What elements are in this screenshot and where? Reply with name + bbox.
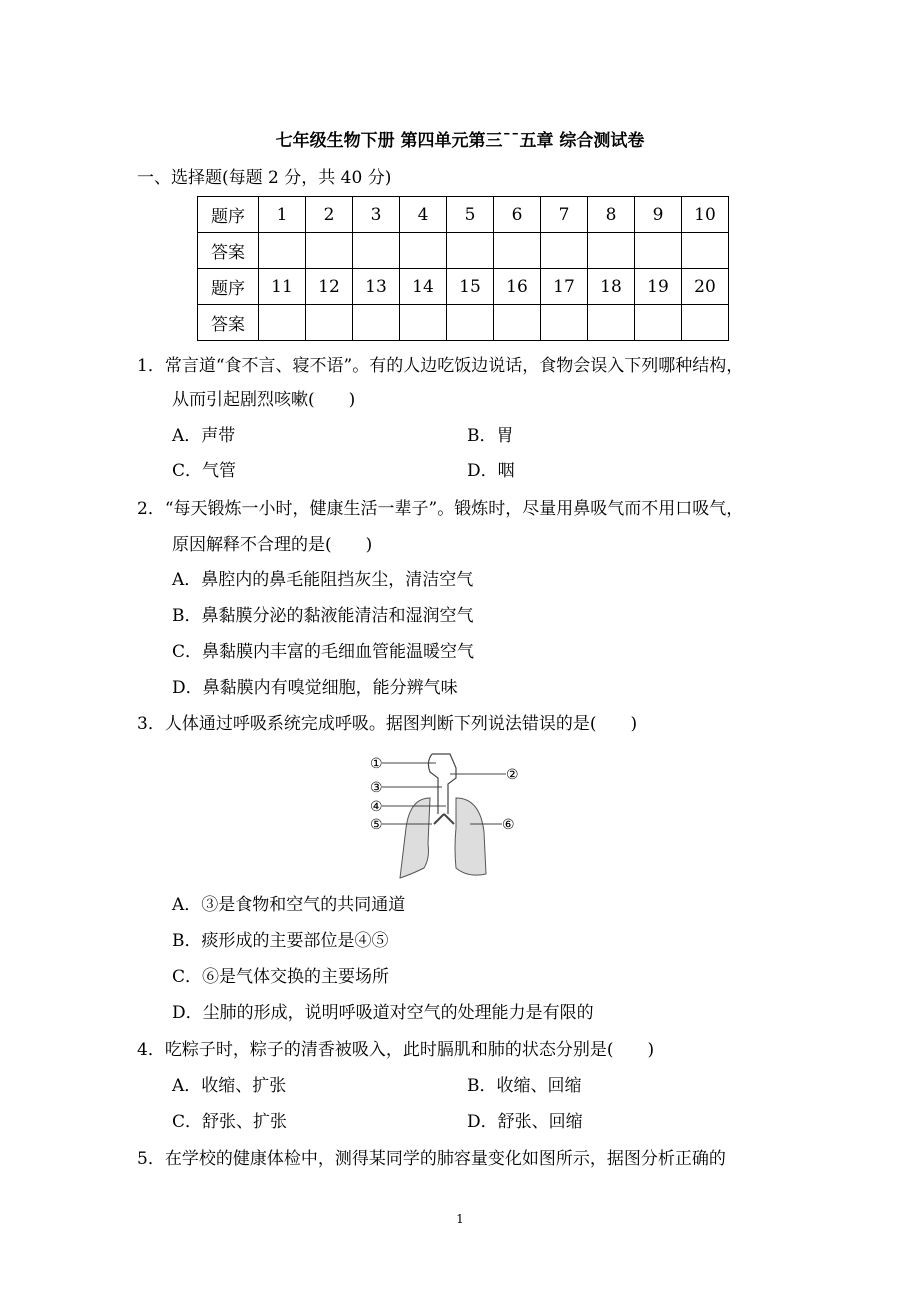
q4-stem: 4．吃粽子时，粽子的清香被吸入，此时膈肌和肺的状态分别是( )	[137, 1040, 655, 1060]
row-label: 题序	[198, 269, 259, 305]
q4-option-b: B．收缩、回缩	[467, 1076, 582, 1096]
table-cell	[682, 233, 729, 269]
table-cell: 5	[447, 197, 494, 233]
q2-stem: 2．“每天锻炼一小时，健康生活一辈子”。锻炼时，尽量用鼻吸气而不用口吸气，	[137, 499, 744, 519]
table-cell	[635, 305, 682, 341]
page-number: 1	[456, 1212, 464, 1226]
table-cell: 19	[635, 269, 682, 305]
fig-label-1: ①	[370, 756, 383, 772]
page-title: 七年级生物下册 第四单元第三¯¯五章 综合测试卷	[275, 131, 645, 151]
table-cell: 10	[682, 197, 729, 233]
fig-label-6: ⑥	[502, 817, 515, 833]
q3-option-d: D．尘肺的形成，说明呼吸道对空气的处理能力是有限的	[172, 1003, 594, 1023]
fig-label-4: ④	[370, 799, 383, 815]
table-cell: 20	[682, 269, 729, 305]
table-cell: 17	[541, 269, 588, 305]
table-cell	[447, 233, 494, 269]
q1-stem-2: 从而引起剧烈咳嗽( )	[172, 390, 356, 410]
fig-label-3: ③	[370, 780, 383, 796]
table-cell: 12	[306, 269, 353, 305]
q3-stem: 3．人体通过呼吸系统完成呼吸。据图判断下列说法错误的是( )	[137, 714, 638, 734]
table-row	[198, 197, 729, 233]
table-cell	[541, 233, 588, 269]
table-cell: 6	[494, 197, 541, 233]
table-cell	[400, 305, 447, 341]
table-cell: 14	[400, 269, 447, 305]
table-cell	[353, 233, 400, 269]
row-label: 题序	[198, 197, 259, 233]
table-cell: 1	[259, 197, 306, 233]
table-cell	[447, 305, 494, 341]
table-cell: 9	[635, 197, 682, 233]
table-row	[198, 233, 729, 269]
q3-option-c: C．⑥是气体交换的主要场所	[172, 967, 390, 987]
table-cell	[353, 305, 400, 341]
q4-option-c: C．舒张、扩张	[172, 1112, 288, 1132]
q1-option-d: D．咽	[467, 461, 515, 481]
q2-option-a: A．鼻腔内的鼻毛能阻挡灰尘，清洁空气	[172, 570, 474, 590]
fig-label-2: ②	[506, 767, 519, 783]
table-cell	[494, 233, 541, 269]
q2-option-b: B．鼻黏膜分泌的黏液能清洁和湿润空气	[172, 606, 474, 626]
q3-option-a: A．③是食物和空气的共同通道	[172, 895, 406, 915]
table-cell: 2	[306, 197, 353, 233]
q1-stem: 1．常言道“食不言、寝不语”。有的人边吃饭边说话，食物会误入下列哪种结构，	[137, 356, 744, 376]
q4-option-d: D．舒张、回缩	[467, 1112, 583, 1132]
table-cell	[588, 305, 635, 341]
table-row	[198, 305, 729, 341]
table-cell: 15	[447, 269, 494, 305]
q2-option-d: D．鼻黏膜内有嗅觉细胞，能分辨气味	[172, 678, 458, 698]
table-cell	[494, 305, 541, 341]
table-cell	[400, 233, 447, 269]
table-cell	[306, 233, 353, 269]
table-cell	[635, 233, 682, 269]
table-cell	[306, 305, 353, 341]
q4-option-a: A．收缩、扩张	[172, 1076, 287, 1096]
table-cell: 11	[259, 269, 306, 305]
answer-table	[197, 196, 729, 341]
table-cell	[541, 305, 588, 341]
table-cell: 4	[400, 197, 447, 233]
q3-option-b: B．痰形成的主要部位是④⑤	[172, 931, 389, 951]
table-cell: 7	[541, 197, 588, 233]
q5-stem: 5．在学校的健康体检中，测得某同学的肺容量变化如图所示，据图分析正确的	[137, 1149, 726, 1169]
q2-option-c: C．鼻黏膜内丰富的毛细血管能温暖空气	[172, 642, 475, 662]
table-cell: 13	[353, 269, 400, 305]
table-cell	[259, 233, 306, 269]
q1-option-b: B．胃	[467, 426, 514, 446]
table-row	[198, 269, 729, 305]
table-cell	[682, 305, 729, 341]
table-cell: 8	[588, 197, 635, 233]
respiratory-system-figure	[370, 752, 530, 882]
section-heading: 一、选择题(每题 2 分，共 40 分)	[137, 168, 392, 188]
row-label: 答案	[198, 233, 259, 269]
q1-option-a: A．声带	[172, 426, 236, 446]
fig-label-5: ⑤	[370, 817, 383, 833]
table-cell: 3	[353, 197, 400, 233]
q2-stem-2: 原因解释不合理的是( )	[172, 535, 373, 555]
table-cell: 16	[494, 269, 541, 305]
table-cell	[259, 305, 306, 341]
table-cell: 18	[588, 269, 635, 305]
row-label: 答案	[198, 305, 259, 341]
table-cell	[588, 233, 635, 269]
q1-option-c: C．气管	[172, 461, 237, 481]
